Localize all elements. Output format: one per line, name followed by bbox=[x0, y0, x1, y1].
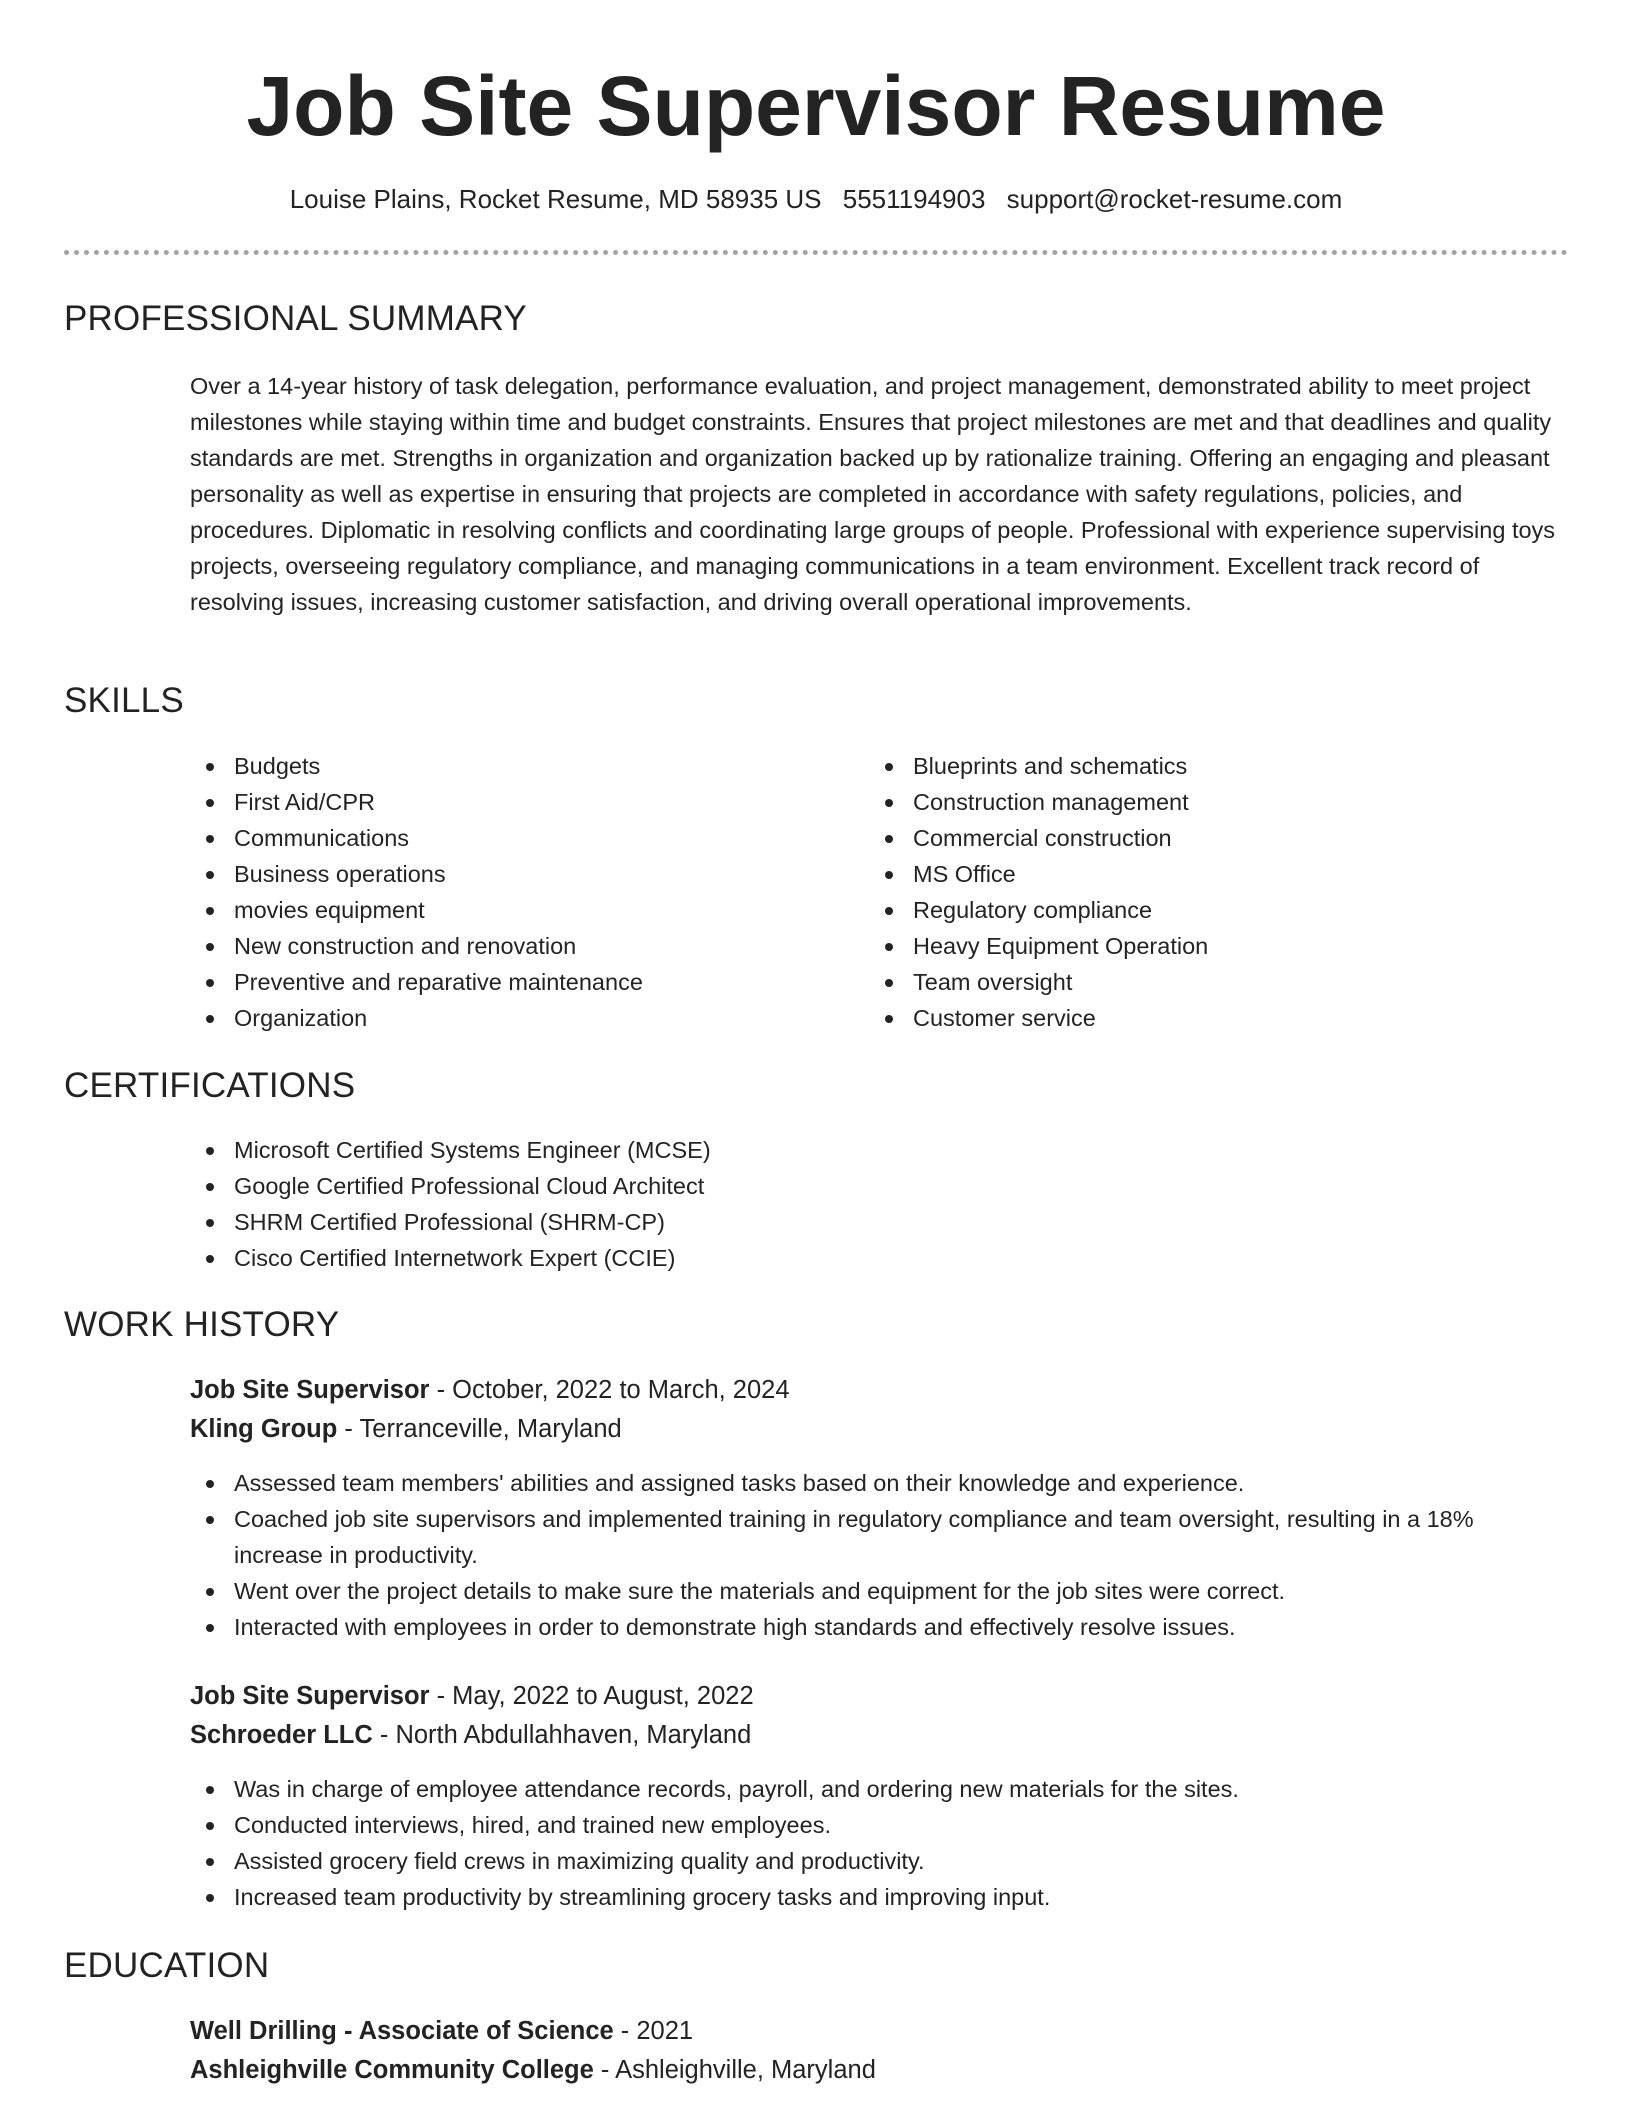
contact-line bbox=[0, 181, 1632, 217]
section-title-certifications: CERTIFICATIONS bbox=[64, 1066, 356, 1105]
list-item: Preventive and reparative maintenance bbox=[190, 964, 830, 1000]
job-company: Kling Group bbox=[190, 1415, 338, 1443]
list-item: Increased team productivity by streamlining grocery tasks and improving input. bbox=[190, 1879, 1568, 1915]
list-item: Assisted grocery field crews in maximizing quality and productivity. bbox=[190, 1843, 1568, 1879]
education-school: Ashleighville Community College bbox=[190, 2056, 594, 2084]
education-location: - Ashleighville, Maryland bbox=[593, 2056, 876, 2084]
job-role: Job Site Supervisor bbox=[190, 1682, 430, 1710]
job-company-line bbox=[190, 1716, 751, 1754]
job-title-line bbox=[190, 1371, 790, 1409]
skills-list-right bbox=[869, 748, 1509, 1036]
job-bullets bbox=[190, 1771, 1568, 1915]
list-item: Google Certified Professional Cloud Architect bbox=[190, 1168, 1568, 1204]
list-item: Communications bbox=[190, 820, 830, 856]
education-year: - 2021 bbox=[613, 2017, 694, 2045]
job-location: - Terranceville, Maryland bbox=[337, 1415, 622, 1443]
job-role: Job Site Supervisor bbox=[190, 1376, 430, 1404]
list-item: Microsoft Certified Systems Engineer (MCSE) bbox=[190, 1132, 1568, 1168]
list-item: Commercial construction bbox=[869, 820, 1509, 856]
list-item: New construction and renovation bbox=[190, 928, 830, 964]
job-title-line bbox=[190, 1677, 754, 1715]
job-location: - North Abdullahhaven, Maryland bbox=[372, 1721, 752, 1749]
resume-title: Job Site Supervisor Resume bbox=[246, 59, 1386, 153]
section-title-summary: PROFESSIONAL SUMMARY bbox=[64, 299, 527, 338]
job-bullets bbox=[190, 1465, 1568, 1645]
education-school-line bbox=[190, 2051, 876, 2089]
list-item: Cisco Certified Internetwork Expert (CCIE) bbox=[190, 1240, 1568, 1276]
list-item: Organization bbox=[190, 1000, 830, 1036]
contact-email: support@rocket-resume.com bbox=[1006, 184, 1343, 214]
list-item: Construction management bbox=[869, 784, 1509, 820]
section-title-education: EDUCATION bbox=[64, 1946, 270, 1985]
contact-phone: 5551194903 bbox=[842, 184, 986, 214]
list-item: movies equipment bbox=[190, 892, 830, 928]
header-divider bbox=[64, 250, 1568, 255]
list-item: First Aid/CPR bbox=[190, 784, 830, 820]
list-item: Conducted interviews, hired, and trained new employees. bbox=[190, 1807, 1568, 1843]
list-item: Heavy Equipment Operation bbox=[869, 928, 1509, 964]
skills-list-left bbox=[190, 748, 830, 1036]
list-item: MS Office bbox=[869, 856, 1509, 892]
contact-address: Louise Plains, Rocket Resume, MD 58935 US bbox=[289, 184, 822, 214]
certifications-list bbox=[190, 1132, 1568, 1276]
list-item: Regulatory compliance bbox=[869, 892, 1509, 928]
job-dates: - May, 2022 to August, 2022 bbox=[429, 1682, 754, 1710]
job-dates: - October, 2022 to March, 2024 bbox=[429, 1376, 790, 1404]
list-item: Customer service bbox=[869, 1000, 1509, 1036]
section-title-skills: SKILLS bbox=[64, 681, 184, 720]
list-item: Team oversight bbox=[869, 964, 1509, 1000]
list-item: Business operations bbox=[190, 856, 830, 892]
list-item: Blueprints and schematics bbox=[869, 748, 1509, 784]
list-item: Coached job site supervisors and implemented training in regulatory compliance and team oversight, resulting in a 18% increase in productivity. bbox=[190, 1501, 1568, 1573]
job-company-line bbox=[190, 1410, 622, 1448]
list-item: Budgets bbox=[190, 748, 830, 784]
section-title-work-history: WORK HISTORY bbox=[64, 1305, 340, 1344]
education-degree: Well Drilling - Associate of Science bbox=[190, 2017, 614, 2045]
summary-text: Over a 14-year history of task delegation, performance evaluation, and project management, demonstrated ability to meet project milestones while staying within time and budget constraints. Ensures that project milestones are met and that deadlines and quality standards are met. Strengths in organization and organization backed up by rationalize training. Offering an engaging and pleasant personality as well as expertise in ensuring that projects are completed in accordance with safety regulations, policies, and procedures. Diplomatic in resolving conflicts and coordinating large groups of people. Professional with experience supervising toys projects, overseeing regulatory compliance, and managing communications in a team environment. Excellent track record of resolving issues, increasing customer satisfaction, and driving overall operational improvements. bbox=[190, 373, 1556, 615]
list-item: Went over the project details to make sure the materials and equipment for the job sites were correct. bbox=[190, 1573, 1568, 1609]
list-item: Interacted with employees in order to demonstrate high standards and effectively resolve issues. bbox=[190, 1609, 1568, 1645]
list-item: Assessed team members' abilities and assigned tasks based on their knowledge and experience. bbox=[190, 1465, 1568, 1501]
list-item: Was in charge of employee attendance records, payroll, and ordering new materials for the sites. bbox=[190, 1771, 1568, 1807]
education-degree-line bbox=[190, 2012, 693, 2050]
job-company: Schroeder LLC bbox=[190, 1721, 373, 1749]
list-item: SHRM Certified Professional (SHRM-CP) bbox=[190, 1204, 1568, 1240]
